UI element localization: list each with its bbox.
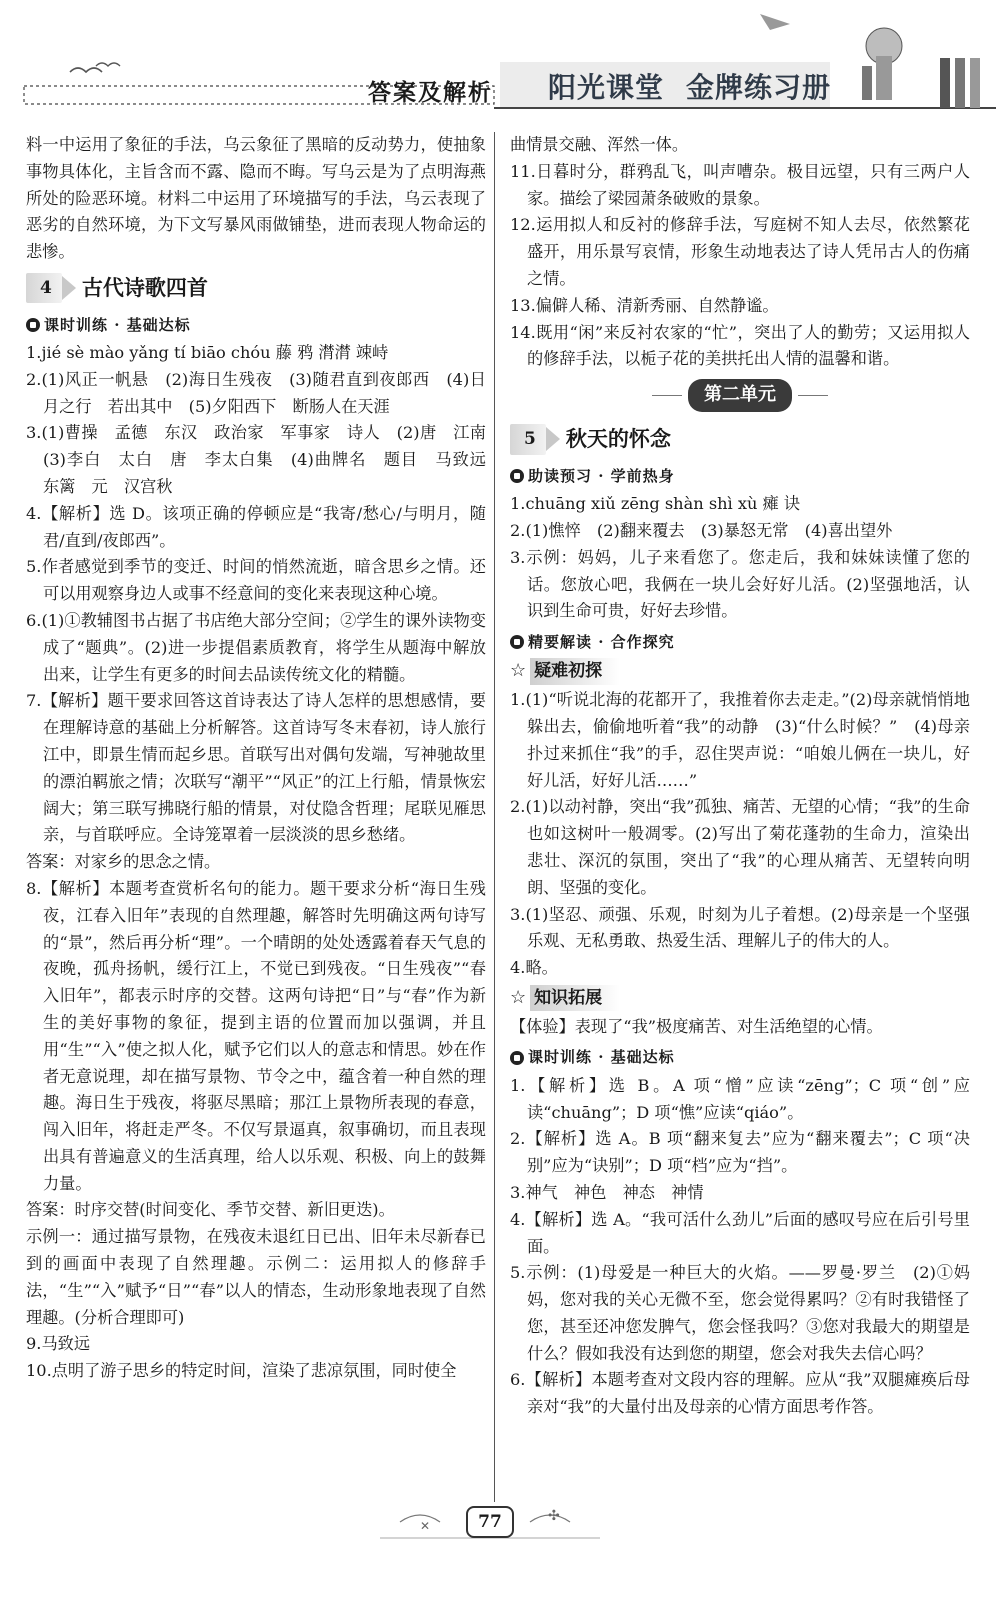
answer-item: 6.(1)①教辅图书占据了书店绝大部分空间；②学生的课外读物变成了“题典”。(2)进一步提倡素质教育，将学生从题海中解放出来，让学生有更多的时间去品读传统文化的精髓。: [26, 610, 486, 684]
header-brand-a: 阳光课堂: [548, 71, 665, 104]
answer-item: 7.【解析】题干要求回答这首诗表达了诗人怎样的思想感情，要在理解诗意的基础上分析解答。这首诗写冬末春初，诗人旅行江中，即景生情而起乡思。首联写出对偶句发端，写神驰故里的漂泊羁旅之情；次联写“潮平”“风正”的江上行船，情景恢宏阔大；第三联写拂晓行船的情景，对仗隐含哲理；尾联见雁思亲，与首联呼应。全诗笼罩着一层淡淡的思乡愁绪。: [26, 691, 486, 845]
page-header: [0, 0, 996, 125]
right-column: [510, 132, 970, 1421]
section-heading: [510, 629, 970, 655]
svg-text:✕: ✕: [420, 1519, 431, 1533]
lesson-4-heading: [26, 268, 486, 308]
answer-item: 10.点明了游子思乡的特定时间，渲染了悲凉氛围，同时使全: [26, 1361, 457, 1381]
answer-item: 5.示例：(1)母爱是一种巨大的火焰。——罗曼·罗兰 (2)①妈妈，您对我的关心无微不至，您会觉得累吗？②有时我错怪了您，甚至还冲您发脾气，您会怪我吗？③您对我最大的期望是什么？假如我没有达到您的期望，您会对我失去信心吗？: [510, 1263, 970, 1363]
answer-line: 曲情景交融、浑然一体。: [510, 135, 689, 154]
lesson-number: 4: [26, 273, 62, 304]
lesson-title: 秋天的怀念: [565, 425, 671, 451]
sub-heading: [510, 657, 970, 685]
section-heading: [510, 463, 970, 489]
header-decoration: [0, 0, 996, 125]
answer-item: 3.(1)坚忍、顽强、乐观，时刻为儿子着想。(2)母亲是一个坚强乐观、无私勇敢、热爱生活、理解儿子的伟大的人。: [510, 904, 970, 951]
lesson-title: 古代诗歌四首: [81, 274, 208, 300]
answer-item: 4.略。: [510, 958, 558, 978]
page-number: 77: [466, 1506, 514, 1538]
star-icon: ☆: [510, 986, 527, 1008]
answer-item: 1.chuāng xiǔ zēng shàn shì xù 瘫 诀: [510, 494, 801, 514]
section-label: 课时训练 · 基础达标: [44, 315, 191, 334]
answer-item: 4.【解析】选 A。“我可活什么劲儿”后面的感叹号应在后引号里面。: [510, 1209, 970, 1256]
section-label: 助读预习 · 学前热身: [528, 466, 675, 485]
answer-line: 答案：对家乡的思念之情。: [26, 852, 221, 872]
answer-line: 答案：时序交替(时间变化、季节交替、新旧更迭)。: [26, 1200, 395, 1220]
left-column: [26, 132, 503, 1385]
header-brand: [548, 66, 831, 106]
example-paragraph: 示例一：通过描写景物，在残夜未退红日已出、旧年未尽新春已到的画面中表现了自然理趣。示例二：运用拟人的修辞手法，“生”“入”赋予“日”“春”以人的情态，生动形象地表现了自然理趣。(分析合理即可): [26, 1227, 486, 1327]
paper-plane-icon: [760, 14, 790, 30]
sub-heading-label: 疑难初探: [530, 658, 620, 685]
chevron-right-icon: [62, 276, 76, 300]
lesson-number: 5: [510, 424, 546, 455]
experience-line: 【体验】表现了“我”极度痛苦、对生活绝望的心情。: [510, 1016, 883, 1036]
section-label: 精要解读 · 合作探究: [528, 632, 675, 651]
book-icon: [510, 1051, 524, 1065]
answer-item: 2.(1)以动衬静，突出“我”孤独、痛苦、无望的心情；“我”的生命也如这树叶一般凋零。(2)写出了菊花蓬勃的生命力，渲染出悲壮、深沉的氛围，突出了“我”的心理从痛苦、无望转向明朗、坚强的变化。: [510, 797, 970, 897]
answer-item: 2.(1)憔悴 (2)翻来覆去 (3)暴怒无常 (4)喜出望外: [510, 520, 893, 540]
answer-item: 3.神气 神色 神态 神情: [510, 1182, 704, 1202]
unit-banner: [510, 377, 970, 413]
answer-item: 13.偏僻人稀、清新秀丽、自然静谧。: [510, 295, 779, 315]
column-divider: [494, 132, 495, 1502]
header-section-title: 答案及解析: [368, 79, 493, 106]
book-icon: [510, 469, 524, 483]
answer-item: 1.(1)“听说北海的花都开了，我推着你去走走。”(2)母亲就悄悄地躲出去，偷偷地听着“我”的动静 (3)“什么时候？” (4)母亲扑过来抓住“我”的手，忍住哭声说：“咱娘儿俩在一块儿，好好儿活，好好儿活……”: [510, 690, 970, 790]
star-icon: ☆: [510, 659, 527, 681]
answer-item: 1.jié sè mào yǎng tí biāo chóu 藤 鸦 潸潸 竦峙: [26, 342, 389, 362]
answer-item: 3.示例：妈妈，儿子来看您了。您走后，我和妹妹读懂了您的话。您放心吧，我俩在一块儿会好好儿活。(2)坚强地活，认识到生命可贵，好好去珍惜。: [510, 547, 970, 621]
answer-item: 2.(1)风正一帆悬 (2)海日生残夜 (3)随君直到夜郎西 (4)日月之行 若出其中 (5)夕阳西下 断肠人在天涯: [26, 369, 486, 416]
intro-paragraph: 料一中运用了象征的手法，乌云象征了黑暗的反动势力，使抽象事物具体化，主旨含而不露、隐而不晦。写乌云是为了点明海燕所处的险恶环境。材料二中运用了环境描写的手法，乌云表现了恶劣的自然环境，为下文写暴风雨做铺垫，进而表现人物命运的悲惨。: [26, 135, 486, 262]
answer-item: 12.运用拟人和反衬的修辞手法，写庭树不知人去尽，依然繁花盛开，用乐景写哀情，形象生动地表达了诗人凭吊古人的伤痛之情。: [510, 215, 970, 288]
answer-item: 5.作者感觉到季节的变迁、时间的悄然流逝，暗含思乡之情。还可以用观察身边人或事不经意间的变化来表现这种心境。: [26, 557, 486, 604]
book-icon: [510, 635, 524, 649]
answer-item: 6.【解析】本题考查对文段内容的理解。应从“我”双腿瘫痪后母亲对“我”的大量付出及母亲的心情方面思考作答。: [510, 1370, 970, 1417]
chevron-right-icon: [546, 427, 560, 451]
header-brand-b: 金牌练习册: [686, 71, 832, 104]
section-label: 课时训练 · 基础达标: [528, 1048, 675, 1067]
answer-item: 1.【解析】选 B。A 项“憎”应读“zēng”；C 项“创”应读“chuāng”；D 项“憔”应读“qiáo”。: [510, 1075, 970, 1122]
answer-item: 9.马致远: [26, 1334, 91, 1354]
section-heading: [510, 1045, 970, 1071]
pinwheel-icon: ✣: [548, 1508, 560, 1524]
book-icon: [26, 318, 40, 332]
unit-label: 第二单元: [688, 379, 792, 412]
lesson-5-heading: [510, 419, 970, 459]
bird-icon: [70, 68, 102, 72]
answer-item: 14.既用“闲”来反衬农家的“忙”，突出了人的勤劳；又运用拟人的修辞手法，以栀子花的美拱托出人情的温馨和谐。: [510, 322, 970, 369]
answer-item: 11.日暮时分，群鸦乱飞，叫声嘈杂。极目远望，只有三两户人家。描绘了梁园萧条破败的景象。: [510, 161, 970, 208]
section-heading: [26, 312, 486, 338]
answer-item: 4.【解析】选 D。该项正确的停顿应是“我寄/愁心/与明月，随君/直到/夜郎西”。: [26, 503, 486, 550]
answer-item: 3.(1)曹操 孟德 东汉 政治家 军事家 诗人 (2)唐 江南 (3)李白 太白 唐 李太白集 (4)曲牌名 题目 马致远 东篱 元 汉宫秋: [26, 423, 503, 496]
answer-item: 8.【解析】本题考查赏析名句的能力。题干要求分析“海日生残夜，江春入旧年”表现的自然理趣，解答时先明确这两句诗写的“景”，然后再分析“理”。一个晴朗的处处透露着春天气息的夜晚，孤舟扬帆，缓行江上，不觉已到残夜。“日生残夜”“春入旧年”，都表示时序的交替。这两句诗把“日”与“春”作为新生的美好事物的象征，提到主语的位置而加以强调，并且用“生”“入”使之拟人化，赋予它们以人的意志和情思。妙在作者无意说理，却在描写景物、节令之中，蕴含着一种自然的理趣。海日生于残夜，将驱尽黑暗；那江上景物所表现的春意，闯入旧年，将赶走严冬。不仅写景逼真，叙事确切，而且表现出具有普遍意义的生活真理，给人以乐观、积极、向上的鼓舞力量。: [26, 878, 486, 1193]
sub-heading-label: 知识拓展: [530, 985, 620, 1012]
sub-heading: [510, 984, 970, 1012]
answer-item: 2.【解析】选 A。B 项“翻来复去”应为“翻来覆去”；C 项“决别”应为“诀别”；D 项“档”应为“挡”。: [510, 1129, 970, 1176]
